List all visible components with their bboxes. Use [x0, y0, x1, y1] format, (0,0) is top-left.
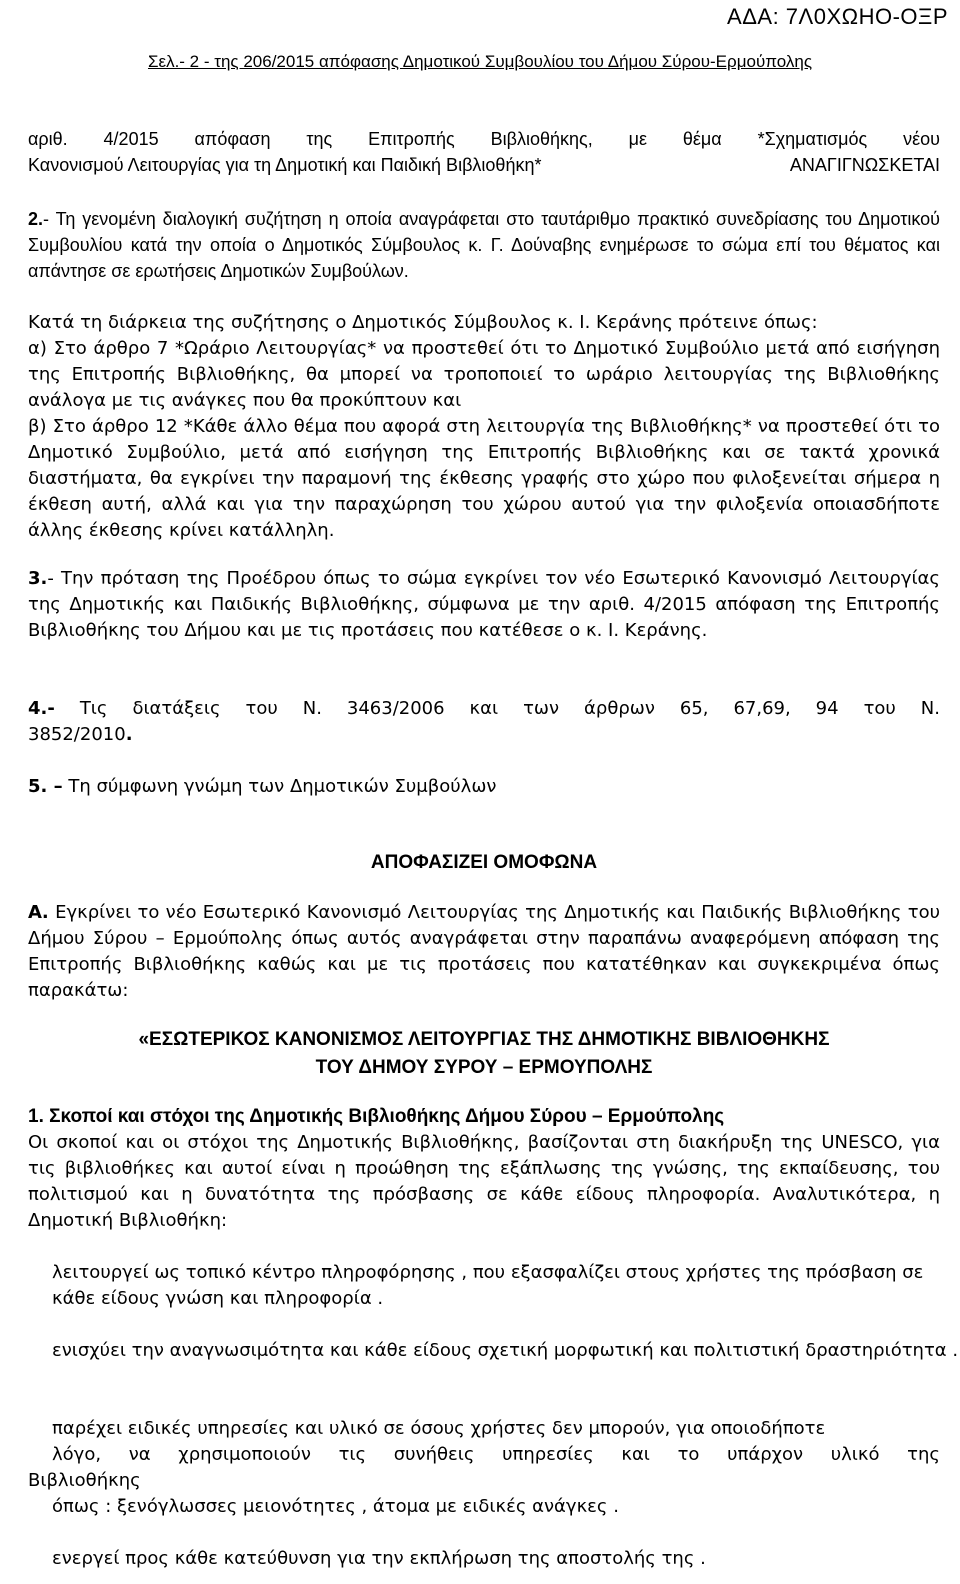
intro-paragraph — [28, 126, 940, 178]
item-4-number: 4.- — [28, 698, 55, 719]
item-4-end: . — [125, 724, 133, 745]
regulation-title-line-1: «ΕΣΩΤΕΡΙΚΟΣ ΚΑΝΟΝΙΣΜΟΣ ΛΕΙΤΟΥΡΓΙΑΣ ΤΗΣ ΔΗΜΟΤΙΚΗΣ ΒΙΒΛΙΟΘΗΚΗΣ — [138, 1029, 830, 1050]
item-2-paragraph — [28, 206, 940, 284]
item-2-number: 2. — [28, 209, 44, 229]
item-2-proposal — [28, 310, 940, 544]
item-2-kata-line: Κατά τη διάρκεια της συζήτησης ο Δημοτικός Σύμβουλος κ. Ι. Κεράνης πρότεινε όπως: — [28, 312, 818, 333]
item-2-point-b: β) Στο άρθρο 12 *Κάθε άλλο θέμα που αφορά στη λειτουργία της Βιβλιοθήκης* να προστεθεί ότι το Δημοτικό Συμβούλιο, μετά από εισήγηση της Επιτροπής Βιβλιοθήκης και σε τακτά χρονικά διαστήματα, θα εγκρίνει την παραμονή της έκθεσης γραφής στο χώρο που φιλοξενείται σήμερα η έκθεση αυτή, αλλά και για την παραχώρηση του χώρου αυτού για την φιλοξενία οποιασδήποτε άλλης έκθεσης κρίνει κατάλληλη. — [28, 416, 940, 541]
section-1-text: Οι σκοποί και οι στόχοι της Δημοτικής Βιβλιοθήκης, βασίζονται στη διακήρυξη της UNESCO, για τις βιβλιοθήκες και αυτοί είναι η προώθηση της εξάπλωσης της γνώσης, της εκπαίδευσης, του πολιτισμού και η δυνατότητα της πρόσβασης σε κάθε είδους πληροφορία. Αναλυτικότερα, η Δημοτική Βιβλιοθήκη: — [28, 1132, 940, 1231]
intro-line-2-right: ΑΝΑΓΙΓΝΩΣΚΕΤΑΙ — [789, 155, 940, 175]
bullet-3-line-3: Βιβλιοθήκης — [28, 1470, 141, 1491]
intro-line-2-left: Κανονισμού Λειτουργίας για τη Δημοτική και Παιδική Βιβλιοθήκη* — [28, 155, 542, 175]
regulation-title-line-2: ΤΟΥ ΔΗΜΟΥ ΣΥΡΟΥ – ΕΡΜΟΥΠΟΛΗΣ — [315, 1057, 653, 1078]
item-3-text: - Την πρόταση της Προέδρου όπως το σώμα εγκρίνει τον νέο Εσωτερικό Κανονισμό Λειτουργίας της Δημοτικής και Παιδικής Βιβλιοθήκης, σύμφωνα με την αριθ. 4/2015 απόφαση της Επιτροπής Βιβλιοθήκης του Δήμου και με τις προτάσεις που κατέθεσε ο κ. Ι. Κεράνης. — [28, 568, 940, 641]
bullet-3-line-2: λόγο, να χρησιμοποιούν τις συνήθεις υπηρεσίες και το υπάρχον υλικό της — [52, 1444, 940, 1465]
item-4-paragraph — [28, 696, 940, 748]
item-a-text: Εγκρίνει το νέο Εσωτερικό Κανονισμό Λειτουργίας της Δημοτικής και Παιδικής Βιβλιοθήκης του Δήμου Σύρου – Ερμούπολης όπως αυτός αναγράφεται στην παραπάνω αναφερόμενη απόφαση της Επιτροπής Βιβλιοθήκης καθώς και με τις προτάσεις που κατατέθηκαν και συγκεκριμένα όπως παρακάτω: — [28, 902, 940, 1001]
section-1-bullet-1: λειτουργεί ως τοπικό κέντρο πληροφόρησης , που εξασφαλίζει στους χρήστες της πρόσβαση σε κάθε είδους γνώση και πληροφορία . — [52, 1262, 924, 1309]
section-1-bullet-4: ενεργεί προς κάθε κατεύθυνση για την εκπλήρωση της αποστολής της . — [52, 1548, 706, 1569]
item-4-law: 3852/2010 — [28, 724, 126, 745]
item-5-text: Τη σύμφωνη γνώμη των Δημοτικών Συμβούλων — [62, 776, 497, 797]
item-5-paragraph — [28, 774, 940, 800]
section-1-heading: 1. Σκοποί και στόχοι της Δημοτικής Βιβλιοθήκης Δήμου Σύρου – Ερμούπολης — [28, 1106, 725, 1127]
item-5-number: 5. – — [28, 776, 63, 797]
ada-code: ΑΔΑ: 7Λ0ΧΩΗΟ-ΟΞΡ — [727, 4, 948, 29]
bullet-3-line-1: παρέχει ειδικές υπηρεσίες και υλικό σε όσους χρήστες δεν μπορούν, για οποιοδήποτε — [52, 1418, 826, 1439]
item-a-paragraph — [28, 900, 940, 1004]
page-reference: Σελ.- 2 - της 206/2015 απόφασης Δημοτικού Συμβουλίου του Δήμου Σύρου-Ερμούπολης — [147, 52, 813, 71]
bullet-3-line-4: όπως : ξενόγλωσσες μειονότητες , άτομα με ειδικές ανάγκες . — [52, 1496, 619, 1517]
item-3-paragraph — [28, 566, 940, 644]
item-3-number: 3. — [28, 568, 48, 589]
intro-line-1: αριθ. 4/2015 απόφαση της Επιτροπής Βιβλιοθήκης, με θέμα *Σχηματισμός νέου — [28, 129, 940, 149]
section-1-bullet-2: ενισχύει την αναγνωσιμότητα και κάθε είδους σχετική μορφωτική και πολιτιστική δραστηριότητα . — [52, 1340, 959, 1361]
item-2-text: - Τη γενομένη διαλογική συζήτηση η οποία αναγράφεται στο ταυτάριθμο πρακτικό συνεδρίασης του Δημοτικού Συμβουλίου κατά την οποία ο Δημοτικός Σύμβουλος κ. Γ. Δούναβης ενημέρωσε το σώμα επί του θέματος και απάντησε σε ερωτήσεις Δημοτικών Συμβούλων. — [28, 209, 940, 281]
section-1-bullet-3 — [28, 1416, 940, 1520]
item-4-text: Τις διατάξεις του Ν. 3463/2006 και των άρθρων 65, 67,69, 94 του Ν. — [54, 698, 940, 719]
intro-line-2 — [28, 152, 940, 178]
item-2-point-a: α) Στο άρθρο 7 *Ωράριο Λειτουργίας* να προστεθεί ότι το Δημοτικό Συμβούλιο μετά από εισήγηση της Επιτροπής Βιβλιοθήκης, θα μπορεί να τροποποιεί το ωράριο λειτουργίας της Βιβλιοθήκης ανάλογα με τις ανάγκες που θα προκύπτουν και — [28, 338, 940, 411]
item-a-number: Α. — [28, 902, 49, 923]
decision-title: ΑΠΟΦΑΣΙΖΕΙ ΟΜΟΦΩΝΑ — [370, 852, 598, 873]
regulation-title — [28, 1026, 940, 1082]
